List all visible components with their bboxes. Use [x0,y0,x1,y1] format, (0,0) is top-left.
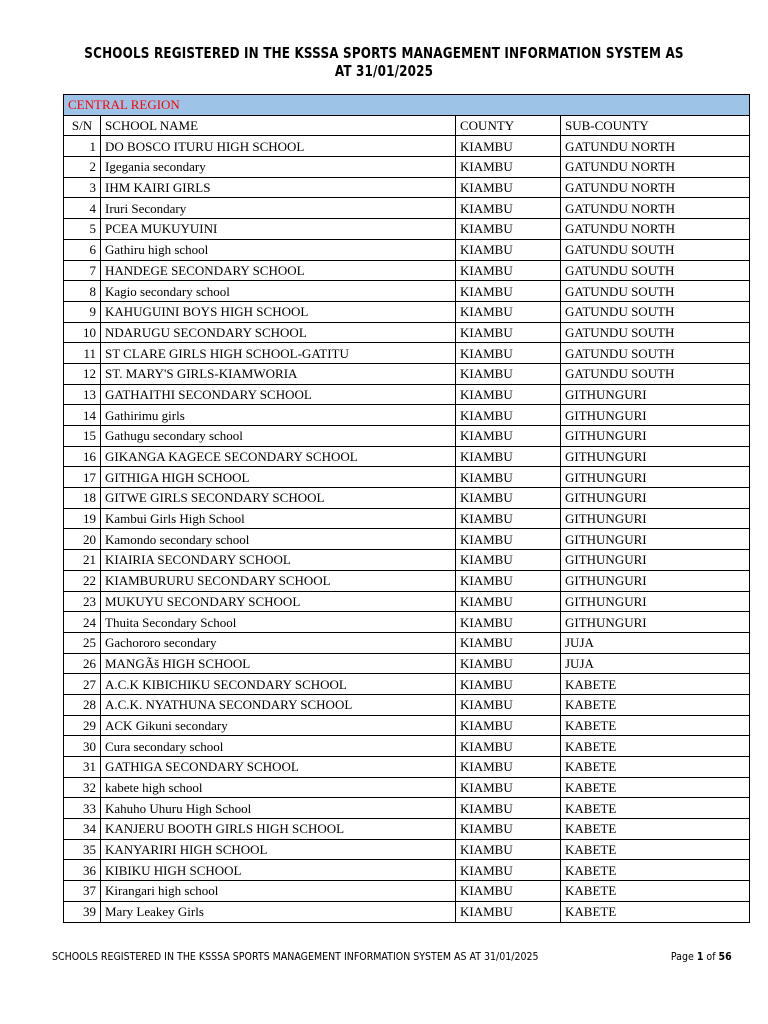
column-header-sub-county: SUB-COUNTY [561,115,750,136]
cell-school-name: Kahuho Uhuru High School [101,798,456,819]
cell-school-name: Kamondo secondary school [101,529,456,550]
cell-sub-county: GITHUNGURI [561,570,750,591]
table-row [64,529,750,550]
cell-sn: 1 [64,136,101,157]
cell-sub-county: GATUNDU NORTH [561,177,750,198]
table-row [64,736,750,757]
cell-sn: 9 [64,301,101,322]
cell-county: KIAMBU [456,819,561,840]
table-row [64,363,750,384]
cell-sn: 16 [64,446,101,467]
cell-school-name: GIKANGA KAGECE SECONDARY SCHOOL [101,446,456,467]
region-header-row [64,95,750,116]
cell-county: KIAMBU [456,674,561,695]
table-row [64,384,750,405]
cell-sub-county: GITHUNGURI [561,405,750,426]
table-row [64,777,750,798]
cell-sub-county: KABETE [561,736,750,757]
table-row [64,632,750,653]
cell-school-name: NDARUGU SECONDARY SCHOOL [101,322,456,343]
cell-sn: 12 [64,363,101,384]
cell-school-name: GATHIGA SECONDARY SCHOOL [101,757,456,778]
page-of: of [706,950,716,963]
cell-sub-county: GATUNDU SOUTH [561,260,750,281]
table-row [64,612,750,633]
cell-county: KIAMBU [456,198,561,219]
cell-school-name: HANDEGE SECONDARY SCHOOL [101,260,456,281]
cell-sub-county: KABETE [561,694,750,715]
cell-school-name: Gathirimu girls [101,405,456,426]
cell-sn: 24 [64,612,101,633]
cell-county: KIAMBU [456,860,561,881]
table-row [64,674,750,695]
cell-school-name: A.C.K. NYATHUNA SECONDARY SCHOOL [101,694,456,715]
cell-sub-county: KABETE [561,757,750,778]
cell-sub-county: GITHUNGURI [561,550,750,571]
cell-county: KIAMBU [456,177,561,198]
cell-sub-county: GITHUNGURI [561,591,750,612]
cell-sub-county: JUJA [561,632,750,653]
cell-sub-county: GITHUNGURI [561,426,750,447]
cell-sub-county: KABETE [561,881,750,902]
cell-school-name: MANGÃš HIGH SCHOOL [101,653,456,674]
cell-county: KIAMBU [456,653,561,674]
table-row [64,281,750,302]
cell-sub-county: KABETE [561,901,750,922]
cell-county: KIAMBU [456,301,561,322]
table-row [64,467,750,488]
page-total: 56 [718,950,732,963]
cell-school-name: MUKUYU SECONDARY SCHOOL [101,591,456,612]
table-row [64,591,750,612]
cell-sub-county: KABETE [561,839,750,860]
cell-sn: 33 [64,798,101,819]
cell-county: KIAMBU [456,757,561,778]
cell-county: KIAMBU [456,612,561,633]
cell-county: KIAMBU [456,632,561,653]
cell-sn: 6 [64,239,101,260]
table-row [64,239,750,260]
cell-school-name: DO BOSCO ITURU HIGH SCHOOL [101,136,456,157]
cell-county: KIAMBU [456,591,561,612]
cell-sn: 29 [64,715,101,736]
cell-sn: 31 [64,757,101,778]
cell-school-name: GITWE GIRLS SECONDARY SCHOOL [101,488,456,509]
cell-school-name: GITHIGA HIGH SCHOOL [101,467,456,488]
cell-sub-county: GITHUNGURI [561,384,750,405]
cell-sub-county: KABETE [561,860,750,881]
cell-county: KIAMBU [456,467,561,488]
cell-county: KIAMBU [456,798,561,819]
cell-sub-county: GITHUNGURI [561,612,750,633]
cell-sn: 4 [64,198,101,219]
cell-school-name: Kirangari high school [101,881,456,902]
cell-school-name: KANJERU BOOTH GIRLS HIGH SCHOOL [101,819,456,840]
cell-county: KIAMBU [456,839,561,860]
table-row [64,177,750,198]
table-row [64,881,750,902]
cell-sn: 14 [64,405,101,426]
cell-sn: 15 [64,426,101,447]
cell-sn: 22 [64,570,101,591]
table-row [64,901,750,922]
cell-sn: 36 [64,860,101,881]
cell-county: KIAMBU [456,901,561,922]
cell-sn: 17 [64,467,101,488]
cell-sub-county: GATUNDU SOUTH [561,301,750,322]
cell-sub-county: KABETE [561,674,750,695]
cell-sn: 18 [64,488,101,509]
cell-school-name: Iruri Secondary [101,198,456,219]
cell-county: KIAMBU [456,405,561,426]
table-row [64,219,750,240]
table-row [64,715,750,736]
cell-county: KIAMBU [456,736,561,757]
table-row [64,157,750,178]
schools-table [63,94,750,923]
cell-sub-county: GATUNDU SOUTH [561,343,750,364]
cell-sub-county: KABETE [561,819,750,840]
column-header-county: COUNTY [456,115,561,136]
table-row [64,860,750,881]
table-row [64,136,750,157]
cell-school-name: ST CLARE GIRLS HIGH SCHOOL-GATITU [101,343,456,364]
cell-sub-county: GATUNDU SOUTH [561,239,750,260]
cell-sub-county: KABETE [561,777,750,798]
cell-school-name: kabete high school [101,777,456,798]
cell-sub-county: GITHUNGURI [561,467,750,488]
cell-sn: 21 [64,550,101,571]
column-header-row [64,115,750,136]
cell-sub-county: JUJA [561,653,750,674]
table-row [64,426,750,447]
cell-sub-county: GATUNDU NORTH [561,219,750,240]
cell-sub-county: GITHUNGURI [561,529,750,550]
cell-sub-county: GATUNDU NORTH [561,157,750,178]
cell-sn: 37 [64,881,101,902]
cell-sn: 3 [64,177,101,198]
cell-sn: 11 [64,343,101,364]
cell-school-name: IHM KAIRI GIRLS [101,177,456,198]
cell-sn: 30 [64,736,101,757]
cell-school-name: KAHUGUINI BOYS HIGH SCHOOL [101,301,456,322]
cell-sn: 19 [64,508,101,529]
cell-county: KIAMBU [456,529,561,550]
table-row [64,322,750,343]
cell-county: KIAMBU [456,508,561,529]
cell-county: KIAMBU [456,488,561,509]
cell-sub-county: GITHUNGURI [561,446,750,467]
table-row [64,653,750,674]
footer-page-number [671,950,732,963]
region-label: CENTRAL REGION [64,95,750,116]
cell-sn: 5 [64,219,101,240]
cell-county: KIAMBU [456,694,561,715]
footer-text: SCHOOLS REGISTERED IN THE KSSSA SPORTS MANAGEMENT INFORMATION SYSTEM AS AT 31/01/2025 [52,950,539,963]
cell-school-name: ST. MARY'S GIRLS-KIAMWORIA [101,363,456,384]
cell-sn: 27 [64,674,101,695]
cell-sn: 23 [64,591,101,612]
cell-school-name: Igegania secondary [101,157,456,178]
page-current: 1 [697,950,704,963]
table-row [64,260,750,281]
column-header-sn: S/N [64,115,101,136]
table-row [64,488,750,509]
cell-school-name: KIBIKU HIGH SCHOOL [101,860,456,881]
cell-school-name: Gachororo secondary [101,632,456,653]
cell-county: KIAMBU [456,715,561,736]
cell-county: KIAMBU [456,550,561,571]
cell-school-name: KANYARIRI HIGH SCHOOL [101,839,456,860]
cell-school-name: ACK Gikuni secondary [101,715,456,736]
cell-sn: 7 [64,260,101,281]
cell-school-name: Gathugu secondary school [101,426,456,447]
table-row [64,446,750,467]
cell-sn: 8 [64,281,101,302]
cell-sub-county: GITHUNGURI [561,488,750,509]
table-row [64,694,750,715]
cell-sn: 26 [64,653,101,674]
cell-school-name: Mary Leakey Girls [101,901,456,922]
cell-county: KIAMBU [456,322,561,343]
cell-county: KIAMBU [456,570,561,591]
table-row [64,508,750,529]
cell-sn: 13 [64,384,101,405]
cell-county: KIAMBU [456,384,561,405]
cell-sn: 2 [64,157,101,178]
cell-school-name: Kambui Girls High School [101,508,456,529]
table-row [64,798,750,819]
table-row [64,550,750,571]
cell-school-name: PCEA MUKUYUINI [101,219,456,240]
cell-sub-county: GATUNDU NORTH [561,198,750,219]
cell-sub-county: GITHUNGURI [561,508,750,529]
cell-county: KIAMBU [456,363,561,384]
cell-county: KIAMBU [456,219,561,240]
cell-sn: 39 [64,901,101,922]
cell-school-name: Gathiru high school [101,239,456,260]
table-body [64,136,750,922]
cell-sn: 28 [64,694,101,715]
cell-county: KIAMBU [456,136,561,157]
table-row [64,198,750,219]
cell-county: KIAMBU [456,881,561,902]
cell-county: KIAMBU [456,446,561,467]
table-row [64,757,750,778]
cell-sub-county: GATUNDU SOUTH [561,363,750,384]
cell-sub-county: GATUNDU NORTH [561,136,750,157]
cell-sn: 34 [64,819,101,840]
table-row [64,343,750,364]
page-title: SCHOOLS REGISTERED IN THE KSSSA SPORTS MANAGEMENT INFORMATION SYSTEM AS AT 31/01/2025 [84,44,684,80]
cell-school-name: Cura secondary school [101,736,456,757]
cell-sn: 32 [64,777,101,798]
cell-sub-county: KABETE [561,715,750,736]
cell-sn: 35 [64,839,101,860]
table-row [64,819,750,840]
table-row [64,301,750,322]
cell-school-name: GATHAITHI SECONDARY SCHOOL [101,384,456,405]
cell-sn: 20 [64,529,101,550]
cell-county: KIAMBU [456,426,561,447]
page-label: Page [671,950,695,963]
cell-school-name: Kagio secondary school [101,281,456,302]
cell-school-name: KIAMBURURU SECONDARY SCHOOL [101,570,456,591]
table-row [64,839,750,860]
cell-sub-county: GATUNDU SOUTH [561,322,750,343]
cell-school-name: Thuita Secondary School [101,612,456,633]
cell-sub-county: KABETE [561,798,750,819]
cell-school-name: KIAIRIA SECONDARY SCHOOL [101,550,456,571]
cell-county: KIAMBU [456,239,561,260]
cell-county: KIAMBU [456,343,561,364]
cell-county: KIAMBU [456,157,561,178]
column-header-school-name: SCHOOL NAME [101,115,456,136]
cell-county: KIAMBU [456,260,561,281]
cell-sub-county: GATUNDU SOUTH [561,281,750,302]
cell-sn: 10 [64,322,101,343]
cell-county: KIAMBU [456,777,561,798]
table-row [64,570,750,591]
cell-school-name: A.C.K KIBICHIKU SECONDARY SCHOOL [101,674,456,695]
cell-sn: 25 [64,632,101,653]
cell-county: KIAMBU [456,281,561,302]
table-row [64,405,750,426]
